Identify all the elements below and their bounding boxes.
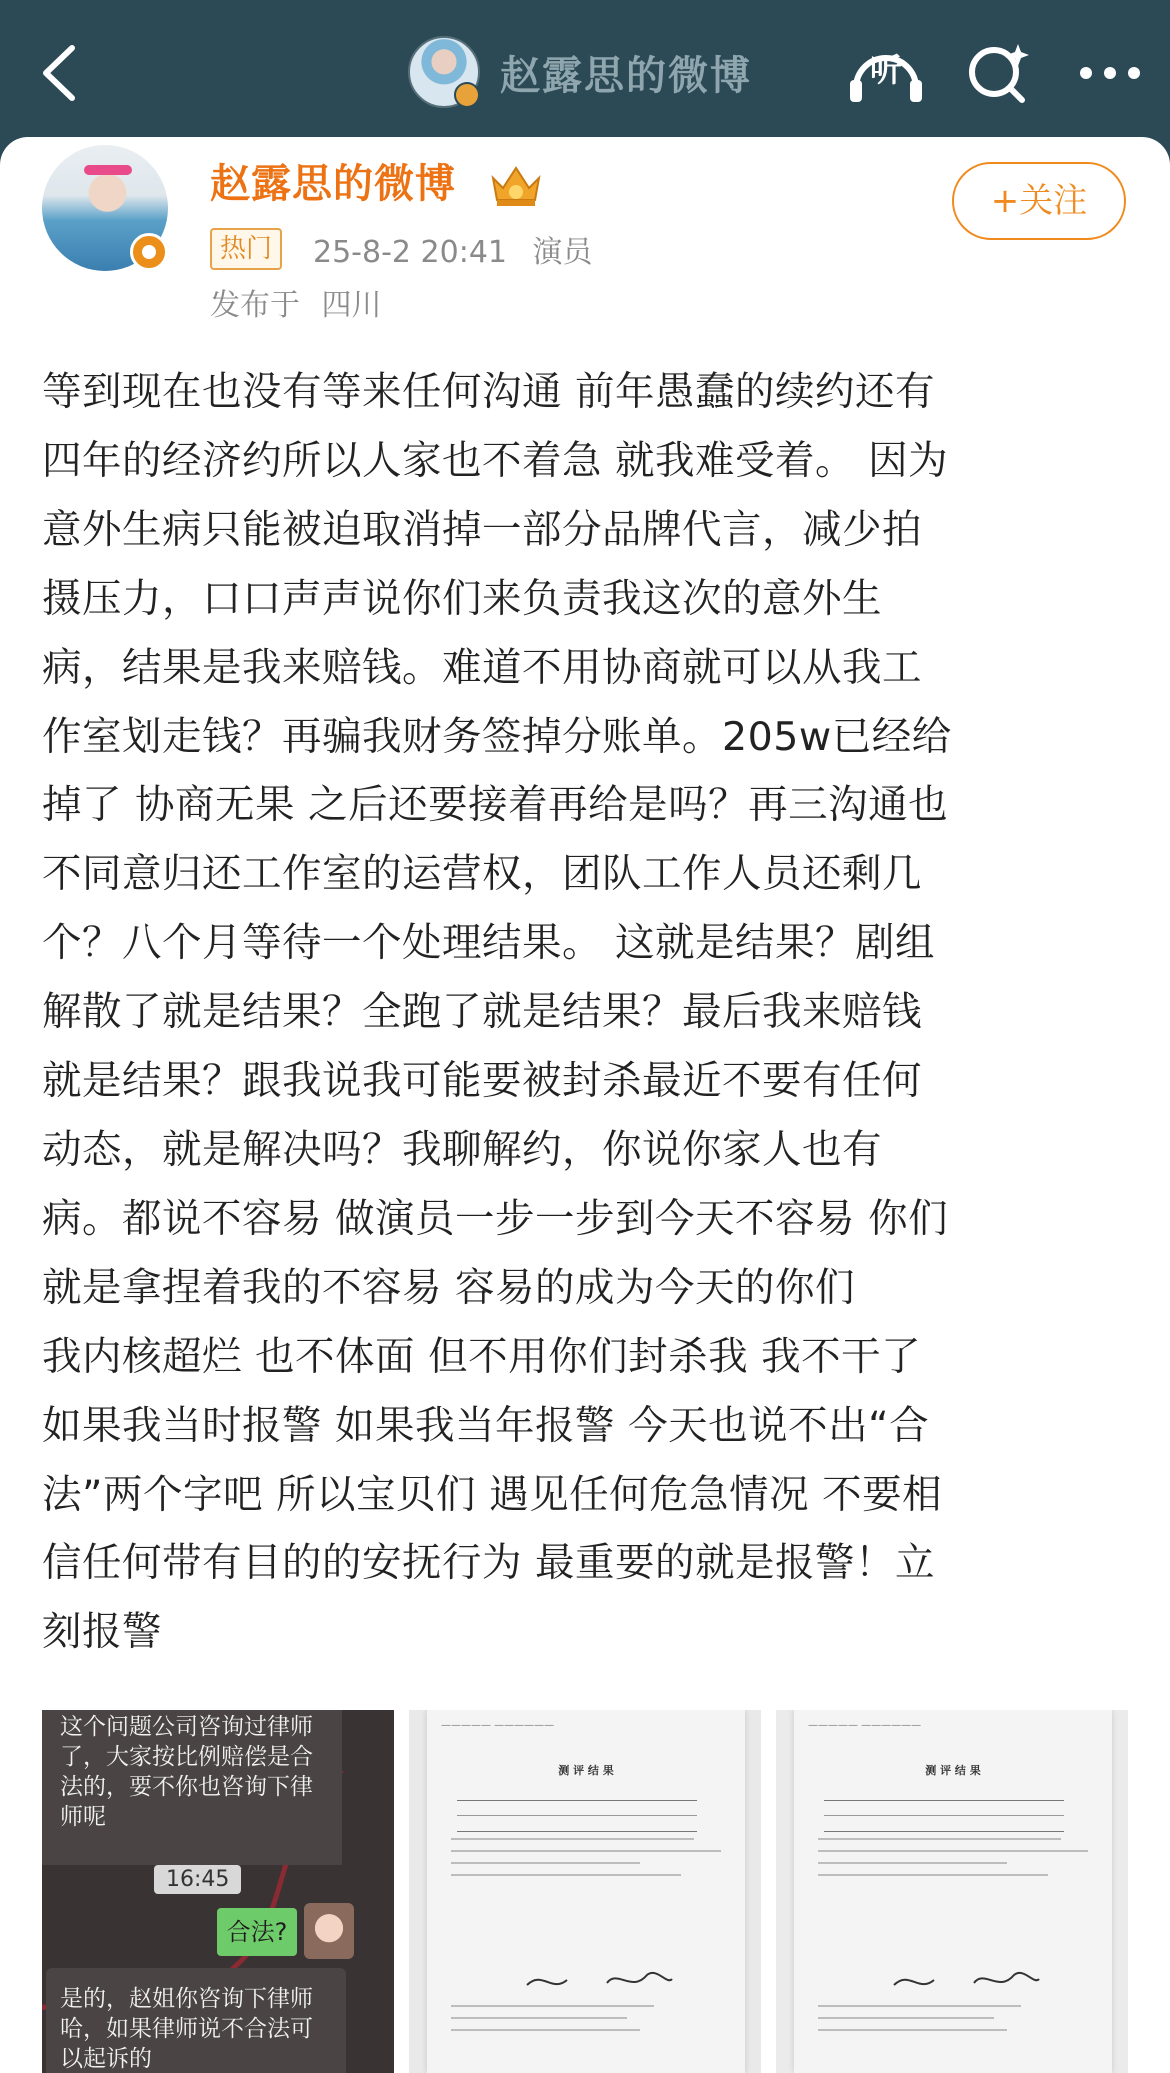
search-icon[interactable] [958, 38, 1038, 108]
chat-reply-bubble: 合法? [217, 1908, 297, 1956]
document-page [427, 1710, 745, 2073]
topbar-account[interactable] [408, 32, 752, 112]
post-line: 不同意归还工作室的运营权，团队工作人员还剩几 [42, 851, 922, 898]
post-line: 病。都说不容易 做演员一步一步到今天不容易 你们 [42, 1195, 949, 1242]
document-title: 测 评 结 果 [925, 1764, 981, 1777]
post-line: 就是拿捏着我的不容易 容易的成为今天的你们 [42, 1264, 856, 1311]
verified-badge-icon [130, 233, 168, 271]
chat-timestamp: 16:45 [154, 1865, 241, 1894]
document-text-lines [818, 1838, 1088, 1886]
follow-button[interactable]: +关注 [952, 162, 1126, 240]
post-line: 动态，就是解决吗？我聊解约，你说你家人也有 [42, 1126, 882, 1173]
post-line: 刻报警 [42, 1609, 162, 1656]
avatar[interactable] [42, 145, 168, 271]
document-header-scribble: ————— —————— [441, 1720, 555, 1731]
document-text-lines [451, 1838, 721, 1886]
document-header-scribble: ————— —————— [808, 1720, 922, 1731]
post-date: 25-8-2 20:41 [313, 235, 507, 270]
post-line: 病，结果是我来赔钱。难道不用协商就可以从我工 [42, 644, 922, 691]
post-line: 我内核超烂 也不体面 但不用你们封杀我 我不干了 [42, 1333, 922, 1380]
location-name: 四川 [321, 288, 382, 323]
document-title: 测 评 结 果 [558, 1764, 614, 1777]
post-line: 个？八个月等待一个处理结果。 这就是结果？剧组 [42, 920, 936, 967]
chat-bubble: 这个问题公司咨询过律师了，大家按比例赔偿是合法的，要不你也咨询下律师呢 [42, 1710, 342, 1865]
listen-icon[interactable] [846, 38, 926, 108]
signature-icon [517, 1965, 677, 1995]
image-thumbnail-document[interactable] [409, 1710, 761, 2073]
image-thumbnail-document[interactable] [776, 1710, 1128, 2073]
user-role: 演员 [532, 235, 593, 270]
post-line: 如果我当时报警 如果我当年报警 今天也说不出“合 [42, 1402, 930, 1449]
post-location [210, 280, 394, 324]
topbar-avatar [408, 36, 480, 108]
post-line: 四年的经济约所以人家也不着急 就我难受着。 因为 [42, 437, 949, 484]
topbar-title: 赵露思的微博 [500, 52, 752, 99]
hot-badge: 热门 [210, 228, 282, 270]
post-line: 等到现在也没有等来任何沟通 前年愚蠢的续约还有 [42, 369, 936, 415]
post-line: 解散了就是结果？全跑了就是结果？最后我来赔钱 [42, 989, 922, 1036]
username[interactable]: 赵露思的微博 [210, 161, 456, 207]
chat-avatar [304, 1903, 354, 1959]
post-line: 作室划走钱？再骗我财务签掉分账单。205w已经给 [42, 713, 952, 760]
chat-bubble: 是的，赵姐你咨询下律师哈，如果律师说不合法可以起诉的 [46, 1968, 346, 2073]
crown-icon [487, 158, 545, 210]
document-page [794, 1710, 1112, 2073]
listen-label: 听 [869, 51, 902, 89]
document-table [824, 1800, 1064, 1832]
post-line: 就是结果？跟我说我可能要被封杀最近不要有任何 [42, 1058, 922, 1105]
document-footer-lines [818, 2005, 1088, 2041]
post-line: 意外生病只能被迫取消掉一部分品牌代言，减少拍 [42, 506, 922, 553]
location-prefix: 发布于 [210, 288, 300, 323]
post-line: 法”两个字吧 所以宝贝们 遇见任何危急情况 不要相 [42, 1471, 943, 1518]
post-text [42, 358, 1132, 1667]
more-icon[interactable] [1070, 38, 1150, 108]
image-thumbnail-chat[interactable] [42, 1710, 394, 2073]
document-footer-lines [451, 2005, 721, 2041]
back-icon[interactable] [30, 38, 90, 108]
post-meta [313, 227, 609, 271]
post-line: 掉了 协商无果 之后还要接着再给是吗？再三沟通也 [42, 782, 949, 829]
post-line: 摄压力，口口声声说你们来负责我这次的意外生 [42, 575, 882, 622]
signature-icon [884, 1965, 1044, 1995]
post-line: 信任何带有目的的安抚行为 最重要的就是报警！立 [42, 1540, 936, 1587]
document-table [457, 1800, 697, 1832]
